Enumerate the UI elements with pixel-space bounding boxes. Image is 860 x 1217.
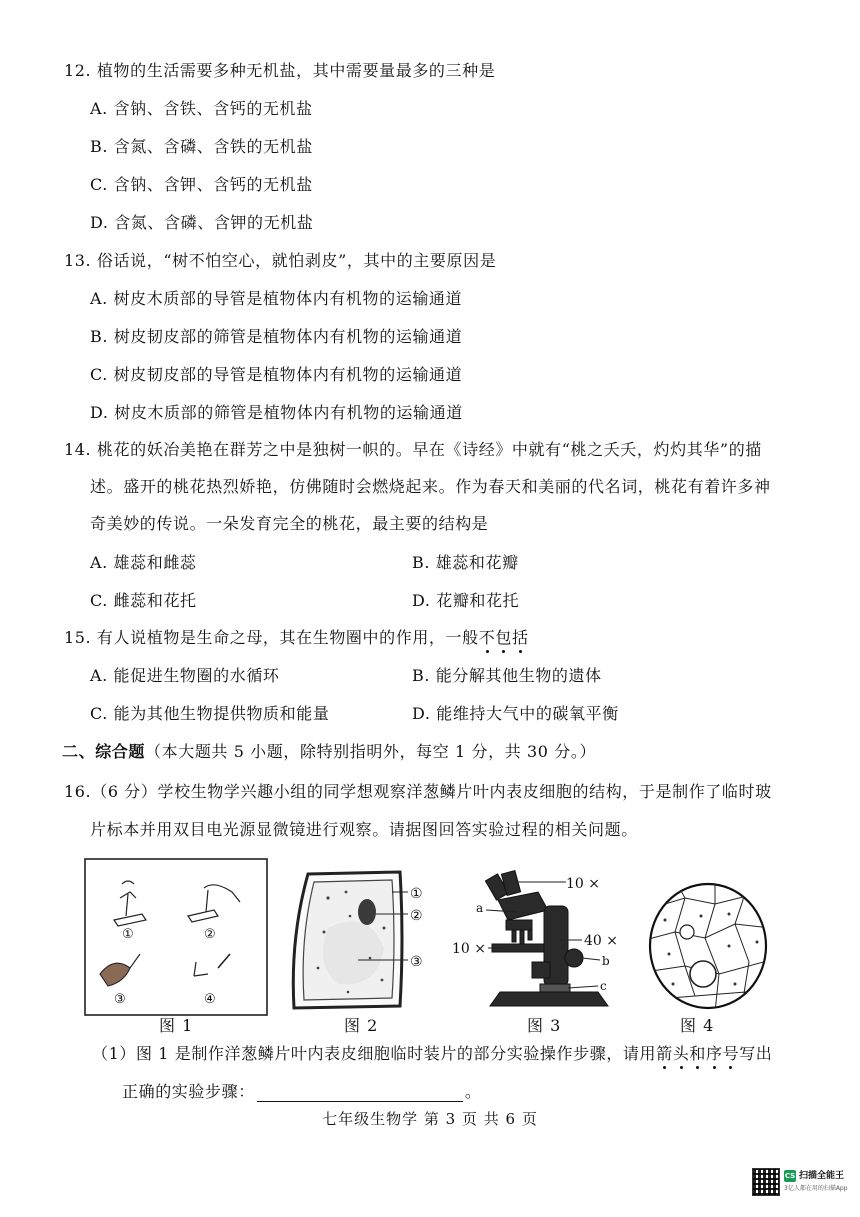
scanner-watermark [752,1168,846,1198]
emphasis-char: 序 [705,1044,723,1063]
emphasis-char: 头 [672,1044,690,1063]
air-bubble-small [680,925,694,939]
q15-option-a: A. 能促进生物圈的水循环 [90,666,280,685]
q14-stem-line3: 奇美妙的传说。一朵发育完全的桃花，最主要的结构是 [90,514,489,533]
figure-4-caption: 图 4 [680,1016,715,1035]
emphasis-char: 和 [689,1044,706,1063]
q15-option-c: C. 能为其他生物提供物质和能量 [90,704,330,723]
q13-stem: 13. 俗话说，“树不怕空心，就怕剥皮”，其中的主要原因是 [64,251,497,270]
q15-stem-text: 15. 有人说植物是生命之母，其在生物圈中的作用，一般 [64,628,479,647]
q16-sub1-text: （1）图 1 是制作洋葱鳞片叶内表皮细胞临时装片的部分实验操作步骤，请用 [92,1044,657,1063]
q12-option-b: B. 含氮、含磷、含铁的无机盐 [90,137,313,156]
emphasis-char: 号 [722,1044,740,1063]
figure-4-microscope-view [645,880,771,1012]
cover-step-illustration [100,954,140,986]
fig3-label-a: a [476,901,484,915]
q14-stem-line1: 14. 桃花的妖冶美艳在群芳之中是独树一帜的。早在《诗经》中就有“桃之夭夭，灼灼其华”的描 [64,440,762,459]
q12-option-c: C. 含钠、含钾、含钙的无机盐 [90,175,313,194]
figure-3-caption: 图 3 [527,1016,562,1035]
camscanner-logo-icon: CS [784,1172,796,1180]
section-note: （本大题共 5 小题，除特别指明外，每空 1 分，共 30 分。） [145,742,597,761]
fig2-label-3: ③ [410,954,423,970]
q15-stem [64,628,529,648]
answer-blank[interactable] [257,1085,463,1102]
q13-option-d: D. 树皮木质部的筛管是植物体内有机物的运输通道 [90,403,463,422]
pipette-step-illustration [188,885,240,922]
fig3-eyepiece-label: 10 × [566,876,600,892]
fig1-step-4: ④ [204,992,216,1007]
cell-nucleus [358,899,376,925]
q16-sub1-period: 。 [464,1082,482,1101]
page-footer: 七年级生物学 第 3 页 共 6 页 [322,1110,538,1128]
emphasis-char: 不 [478,628,496,647]
fig2-label-1: ① [410,886,423,902]
qr-code-icon [752,1168,780,1196]
stain-step-illustration [194,954,230,976]
q13-option-c: C. 树皮韧皮部的导管是植物体内有机物的运输通道 [90,365,463,384]
section-title: 二、综合题 [62,742,146,761]
fig3-objective-low-label: 10 × [452,941,486,957]
section-heading [62,742,596,762]
camscanner-name: 扫描全能王 [799,1171,845,1181]
q12-option-d: D. 含氮、含磷、含钾的无机盐 [90,213,314,232]
q14-stem-line2: 述。盛开的桃花热烈娇艳，仿佛随时会燃烧起来。作为春天和美丽的代名词，桃花有着许多神 [90,477,771,496]
q15-option-d: D. 能维持大气中的碳氧平衡 [412,704,619,723]
fig2-label-2: ② [410,908,423,924]
q16-stem-line1: 16.（6 分）学校生物学兴趣小组的同学想观察洋葱鳞片叶内表皮细胞的结构，于是制作了临时玻 [64,782,772,801]
q15-option-b: B. 能分解其他生物的遗体 [412,666,602,685]
emphasis-char: 包 [495,628,512,647]
q16-sub1-answer-label: 正确的实验步骤： [122,1082,255,1101]
figure-3-microscope [448,866,630,1016]
q16-sub1-line1 [92,1044,772,1064]
fig3-label-c: c [600,979,607,993]
emphasis-char: 括 [511,628,529,647]
q16-stem-line2: 片标本并用双目电光源显微镜进行观察。请据图回答实验过程的相关问题。 [90,820,638,839]
fig3-objective-label: 40 × [584,933,618,949]
fig3-label-b: b [602,954,610,968]
dropper-step-illustration [114,881,146,926]
q16-sub1-suffix: 写出 [739,1044,773,1063]
camscanner-tagline: 3亿人都在用的扫描App [784,1185,848,1192]
q13-option-b: B. 树皮韧皮部的筛管是植物体内有机物的运输通道 [90,327,463,346]
q14-option-d: D. 花瓣和花托 [412,591,520,610]
emphasis-char: 箭 [656,1044,673,1063]
q14-option-b: B. 雄蕊和花瓣 [412,553,519,572]
q14-option-a: A. 雄蕊和雌蕊 [90,553,197,572]
figure-1-operation-steps [84,858,268,1016]
q14-option-c: C. 雌蕊和花托 [90,591,197,610]
q12-stem: 12. 植物的生活需要多种无机盐，其中需要量最多的三种是 [64,61,496,80]
figure-2-cell-diagram [288,868,438,1014]
fig1-step-2: ② [204,927,216,942]
q16-sub1-line2 [122,1082,481,1102]
fig1-step-3: ③ [114,992,126,1007]
fig1-step-1: ① [122,927,134,942]
q13-option-a: A. 树皮木质部的导管是植物体内有机物的运输通道 [90,289,463,308]
figure-2-caption: 图 2 [344,1016,379,1035]
figure-1-caption: 图 1 [159,1016,194,1035]
q12-option-a: A. 含钠、含铁、含钙的无机盐 [90,99,313,118]
air-bubble-large [690,961,716,987]
